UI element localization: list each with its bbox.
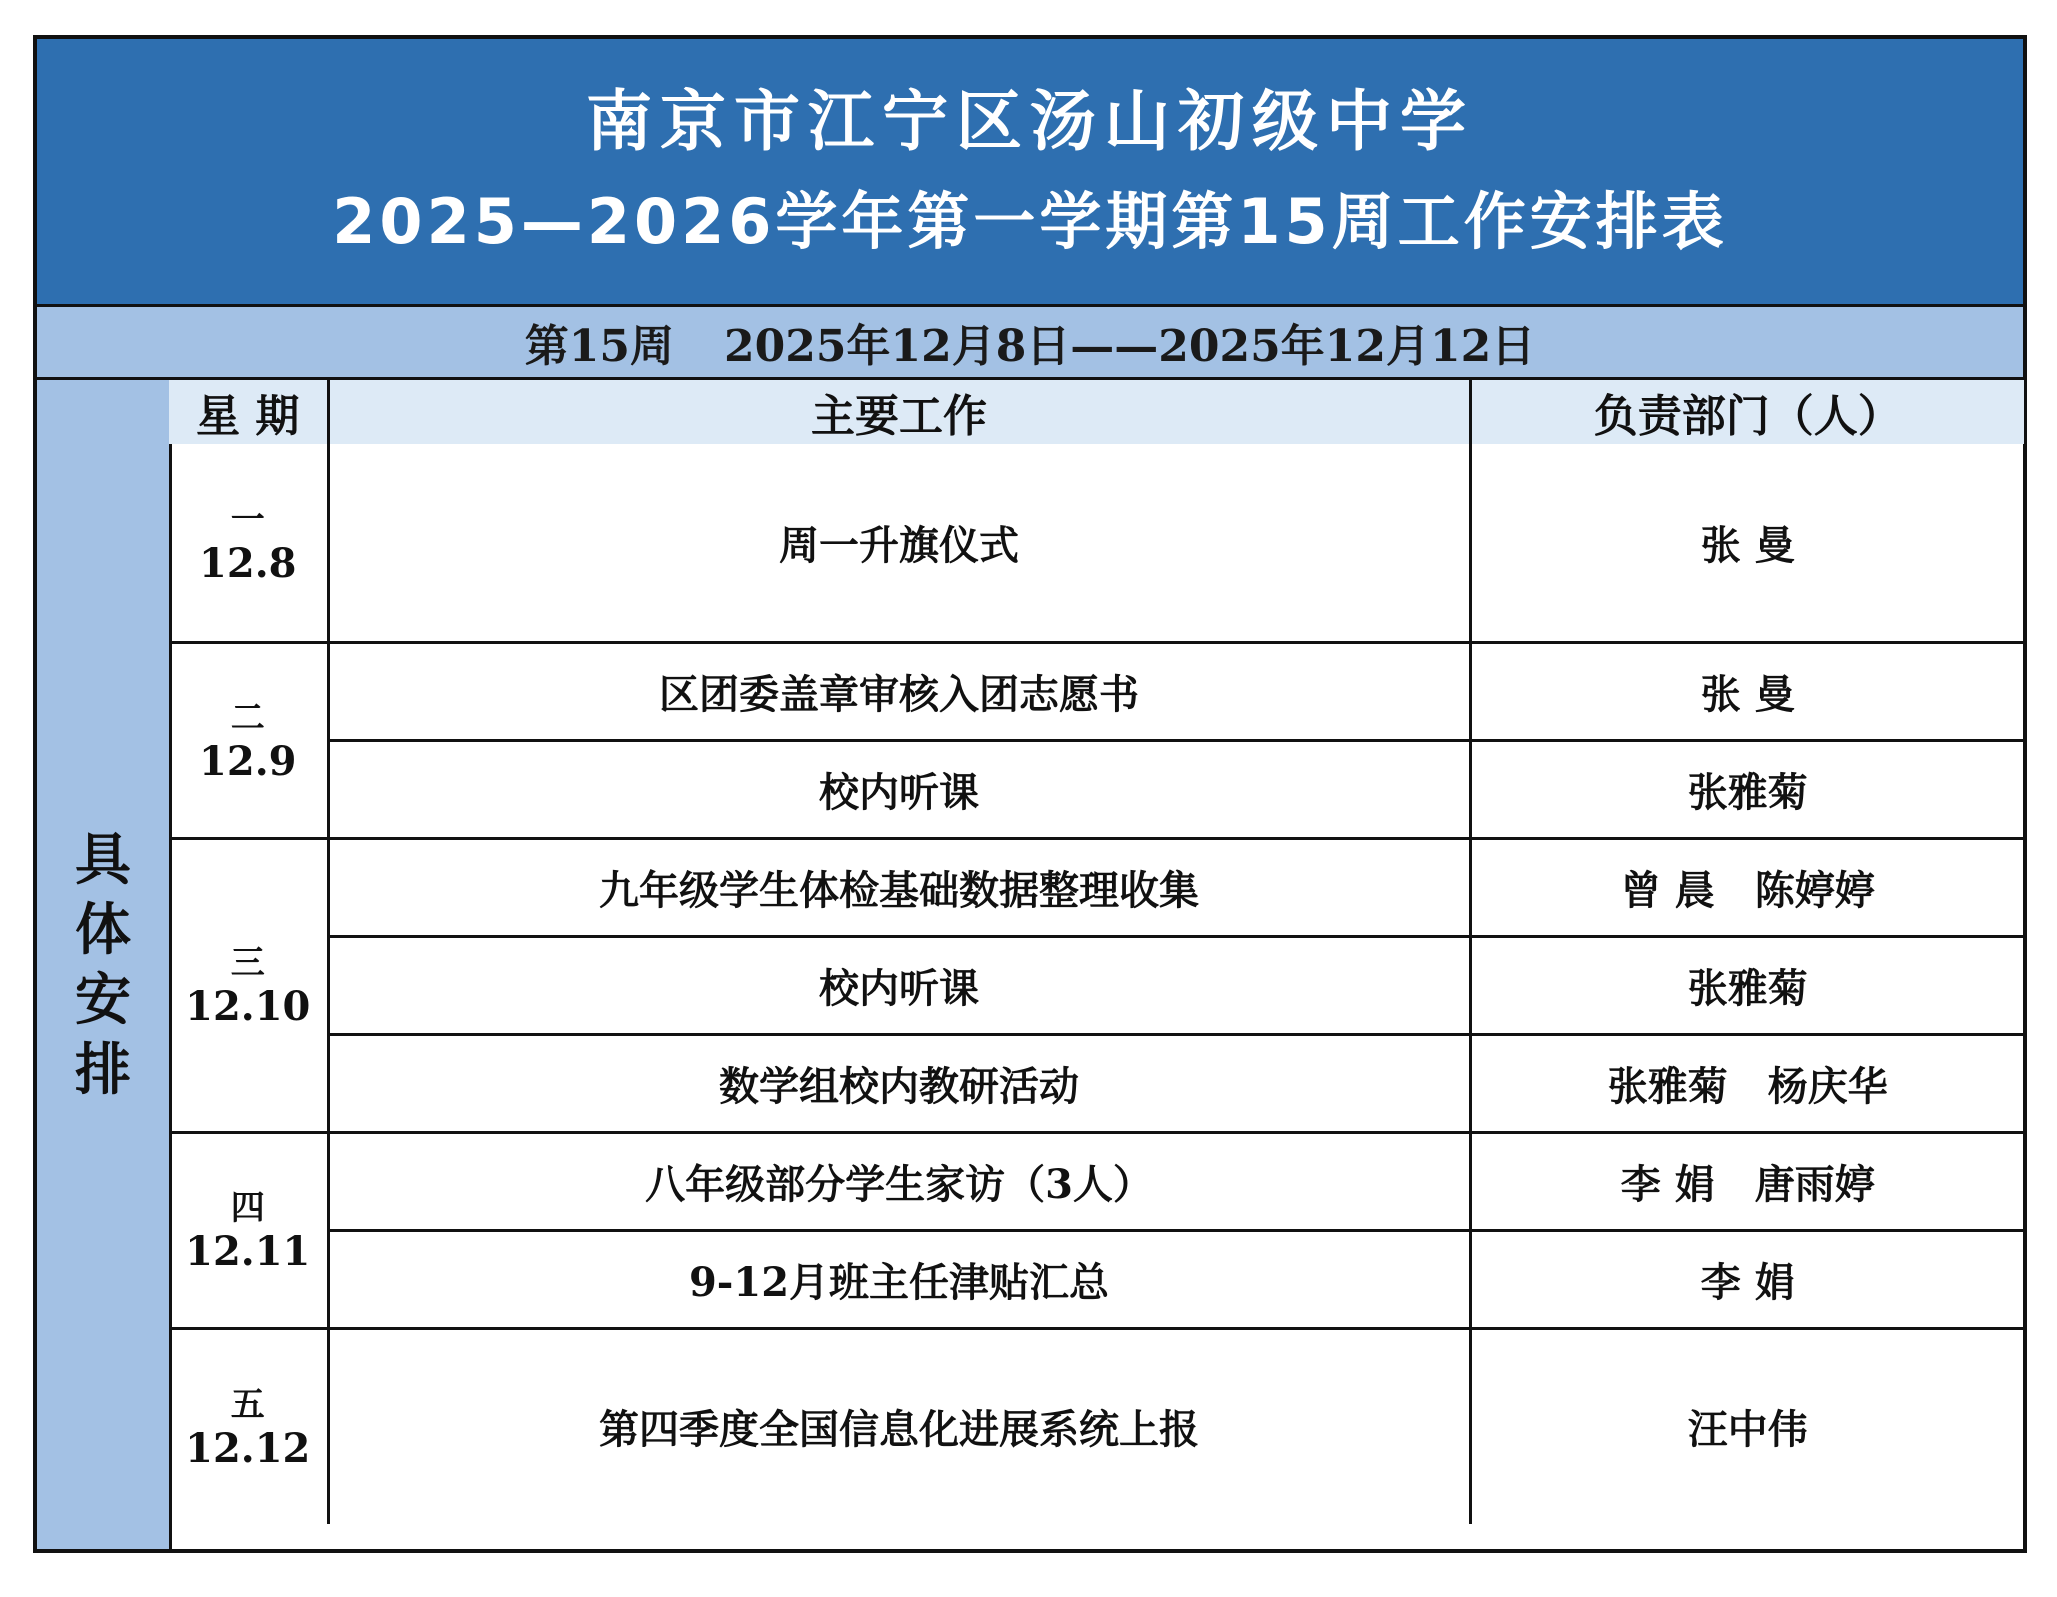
owner-cell: 李 娟 bbox=[1470, 1230, 2024, 1328]
week-number: 第15周 bbox=[524, 321, 674, 372]
owner-cell: 李 娟 唐雨婷 bbox=[1470, 1132, 2024, 1230]
header-row bbox=[169, 380, 2024, 444]
weekday: 五 bbox=[230, 1384, 265, 1425]
date: 12.12 bbox=[185, 1424, 311, 1472]
table-row bbox=[169, 1132, 2024, 1230]
column-header-day: 星 期 bbox=[169, 380, 328, 444]
owner-cell: 曾 晨 陈婷婷 bbox=[1470, 838, 2024, 936]
table-row bbox=[169, 444, 2024, 642]
day-cell-fri bbox=[169, 1328, 328, 1524]
weekday: 三 bbox=[230, 943, 265, 983]
owner-cell: 张雅菊 bbox=[1470, 740, 2024, 838]
table-row bbox=[169, 1328, 2024, 1524]
work-cell: 第四季度全国信息化进展系统上报 bbox=[328, 1328, 1470, 1524]
work-cell: 校内听课 bbox=[328, 936, 1470, 1034]
date: 12.10 bbox=[185, 983, 311, 1030]
day-cell-tue bbox=[169, 642, 328, 838]
work-cell: 周一升旗仪式 bbox=[328, 444, 1470, 642]
title-banner bbox=[37, 39, 2023, 307]
work-cell: 校内听课 bbox=[328, 740, 1470, 838]
owner-cell: 张 曼 bbox=[1470, 642, 2024, 740]
day-cell-wed bbox=[169, 838, 328, 1132]
day-cell-mon bbox=[169, 444, 328, 642]
week-date-range: 2025年12月8日——2025年12月12日 bbox=[724, 321, 1536, 372]
work-cell: 9-12月班主任津贴汇总 bbox=[328, 1230, 1470, 1328]
school-name: 南京市江宁区汤山初级中学 bbox=[586, 82, 1474, 160]
side-label: 具体安排 bbox=[75, 826, 131, 1103]
schedule-title: 2025—2026学年第一学期第15周工作安排表 bbox=[332, 184, 1728, 258]
work-cell: 八年级部分学生家访（3人） bbox=[328, 1132, 1470, 1230]
owner-cell: 张 曼 bbox=[1470, 444, 2024, 642]
work-cell: 九年级学生体检基础数据整理收集 bbox=[328, 838, 1470, 936]
weekday: 一 bbox=[230, 500, 265, 541]
owner-cell: 张雅菊 杨庆华 bbox=[1470, 1034, 2024, 1132]
table-row bbox=[169, 740, 2024, 838]
table-row bbox=[169, 936, 2024, 1034]
work-cell: 区团委盖章审核入团志愿书 bbox=[328, 642, 1470, 740]
table-row bbox=[169, 642, 2024, 740]
date: 12.11 bbox=[185, 1228, 311, 1275]
table-row bbox=[169, 838, 2024, 936]
side-label-column bbox=[37, 380, 172, 1549]
work-cell: 数学组校内教研活动 bbox=[328, 1034, 1470, 1132]
weekday: 四 bbox=[230, 1188, 265, 1228]
column-header-work: 主要工作 bbox=[328, 380, 1470, 444]
column-header-owner: 负责部门（人） bbox=[1470, 380, 2024, 444]
owner-cell: 张雅菊 bbox=[1470, 936, 2024, 1034]
schedule-sheet bbox=[33, 35, 2027, 1553]
day-cell-thu bbox=[169, 1132, 328, 1328]
week-bar bbox=[37, 307, 2023, 380]
date: 12.8 bbox=[199, 540, 297, 588]
table-row bbox=[169, 1230, 2024, 1328]
schedule-table bbox=[169, 380, 2024, 1524]
date: 12.9 bbox=[199, 738, 297, 785]
table-row bbox=[169, 1034, 2024, 1132]
weekday: 二 bbox=[230, 698, 265, 738]
owner-cell: 汪中伟 bbox=[1470, 1328, 2024, 1524]
